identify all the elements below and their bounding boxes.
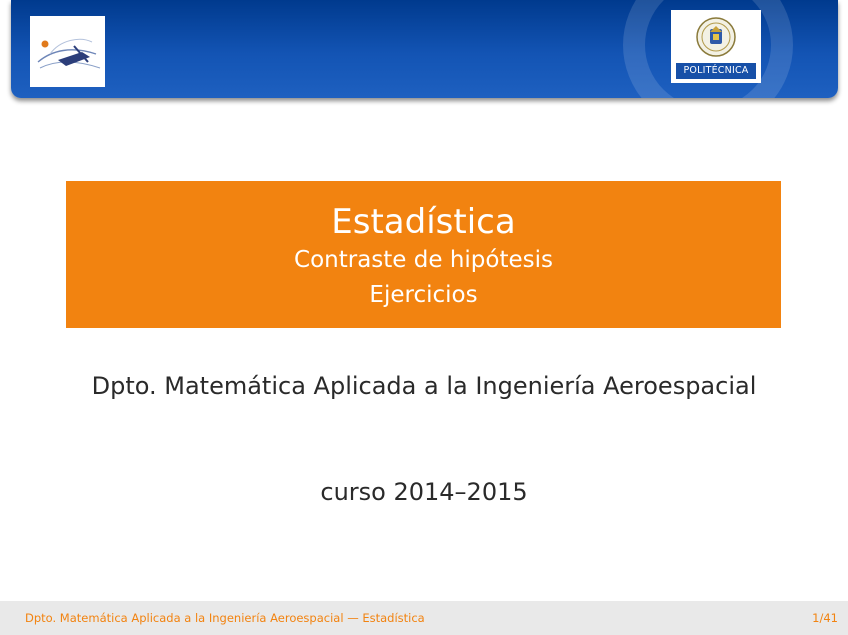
course-date: curso 2014–2015 bbox=[320, 478, 528, 506]
university-crest-icon bbox=[671, 10, 761, 83]
page-indicator: 1/41 bbox=[812, 611, 838, 625]
department-logo-icon bbox=[30, 16, 105, 87]
presentation-title: Estadística bbox=[331, 202, 516, 242]
footer-title: Dpto. Matemática Aplicada a la Ingeniería Aeroespacial — Estadística bbox=[25, 611, 425, 625]
university-name-plate: POLITÉCNICA bbox=[676, 63, 756, 79]
presentation-subtitle: Contraste de hipótesis bbox=[294, 247, 553, 273]
author-institution: Dpto. Matemática Aplicada a la Ingeniería Aeroespacial bbox=[91, 372, 757, 400]
presentation-subsubtitle: Ejercicios bbox=[369, 282, 478, 308]
title-block bbox=[66, 181, 781, 328]
footer-bar bbox=[0, 601, 848, 635]
